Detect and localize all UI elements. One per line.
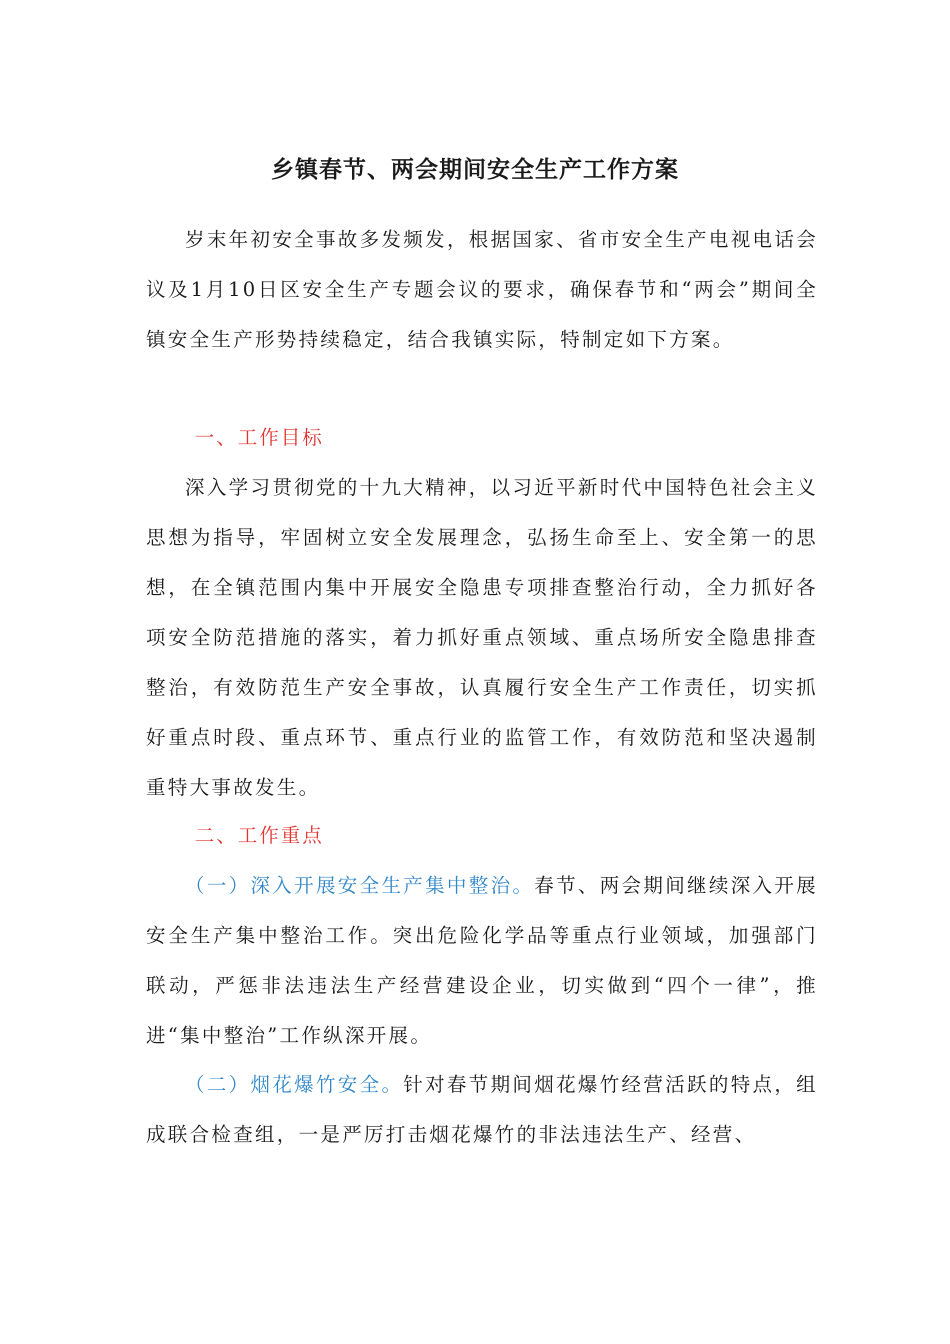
intro-paragraph: 岁末年初安全事故多发频发，根据国家、省市安全生产电视电话会议及1月10日区安全生产专题会议的要求，确保春节和“两会”期间全镇安全生产形势持续稳定，结合我镇实际，特制定如下方案。: [146, 228, 818, 351]
focus-item-2-body: 针对春节期间烟花爆竹经营活跃的特点，组成联合检查组，一是严厉打击烟花爆竹的非法违法生产、经营、: [146, 1073, 818, 1146]
focus-item-2-title: （二）烟花爆竹安全。: [185, 1073, 404, 1096]
focus-item-1: [146, 861, 818, 1061]
goals-paragraph: 深入学习贯彻党的十九大精神，以习近平新时代中国特色社会主义思想为指导，牢固树立安全发展理念，弘扬生命至上、安全第一的思想，在全镇范围内集中开展安全隐患专项排查整治行动，全力抓好各项安全防范措施的落实，着力抓好重点领域、重点场所安全隐患排查整治，有效防范生产安全事故，认真履行安全生产工作责任，切实抓好重点时段、重点环节、重点行业的监管工作，有效防范和坚决遏制重特大事故发生。: [146, 476, 818, 799]
focus-item-1-body: 春节、两会期间继续深入开展安全生产集中整治工作。突出危险化学品等重点行业领域，加强部门联动，严惩非法违法生产经营建设企业，切实做到“四个一律”，推进“集中整治”工作纵深开展。: [146, 874, 818, 1047]
page-title: 乡镇春节、两会期间安全生产工作方案: [271, 156, 679, 183]
focus-item-1-title: （一）深入开展安全生产集中整治。: [185, 874, 535, 897]
section-heading-focus: 二、工作重点: [194, 824, 324, 847]
focus-item-2: [146, 1060, 818, 1160]
section-heading-goals: 一、工作目标: [194, 426, 324, 449]
